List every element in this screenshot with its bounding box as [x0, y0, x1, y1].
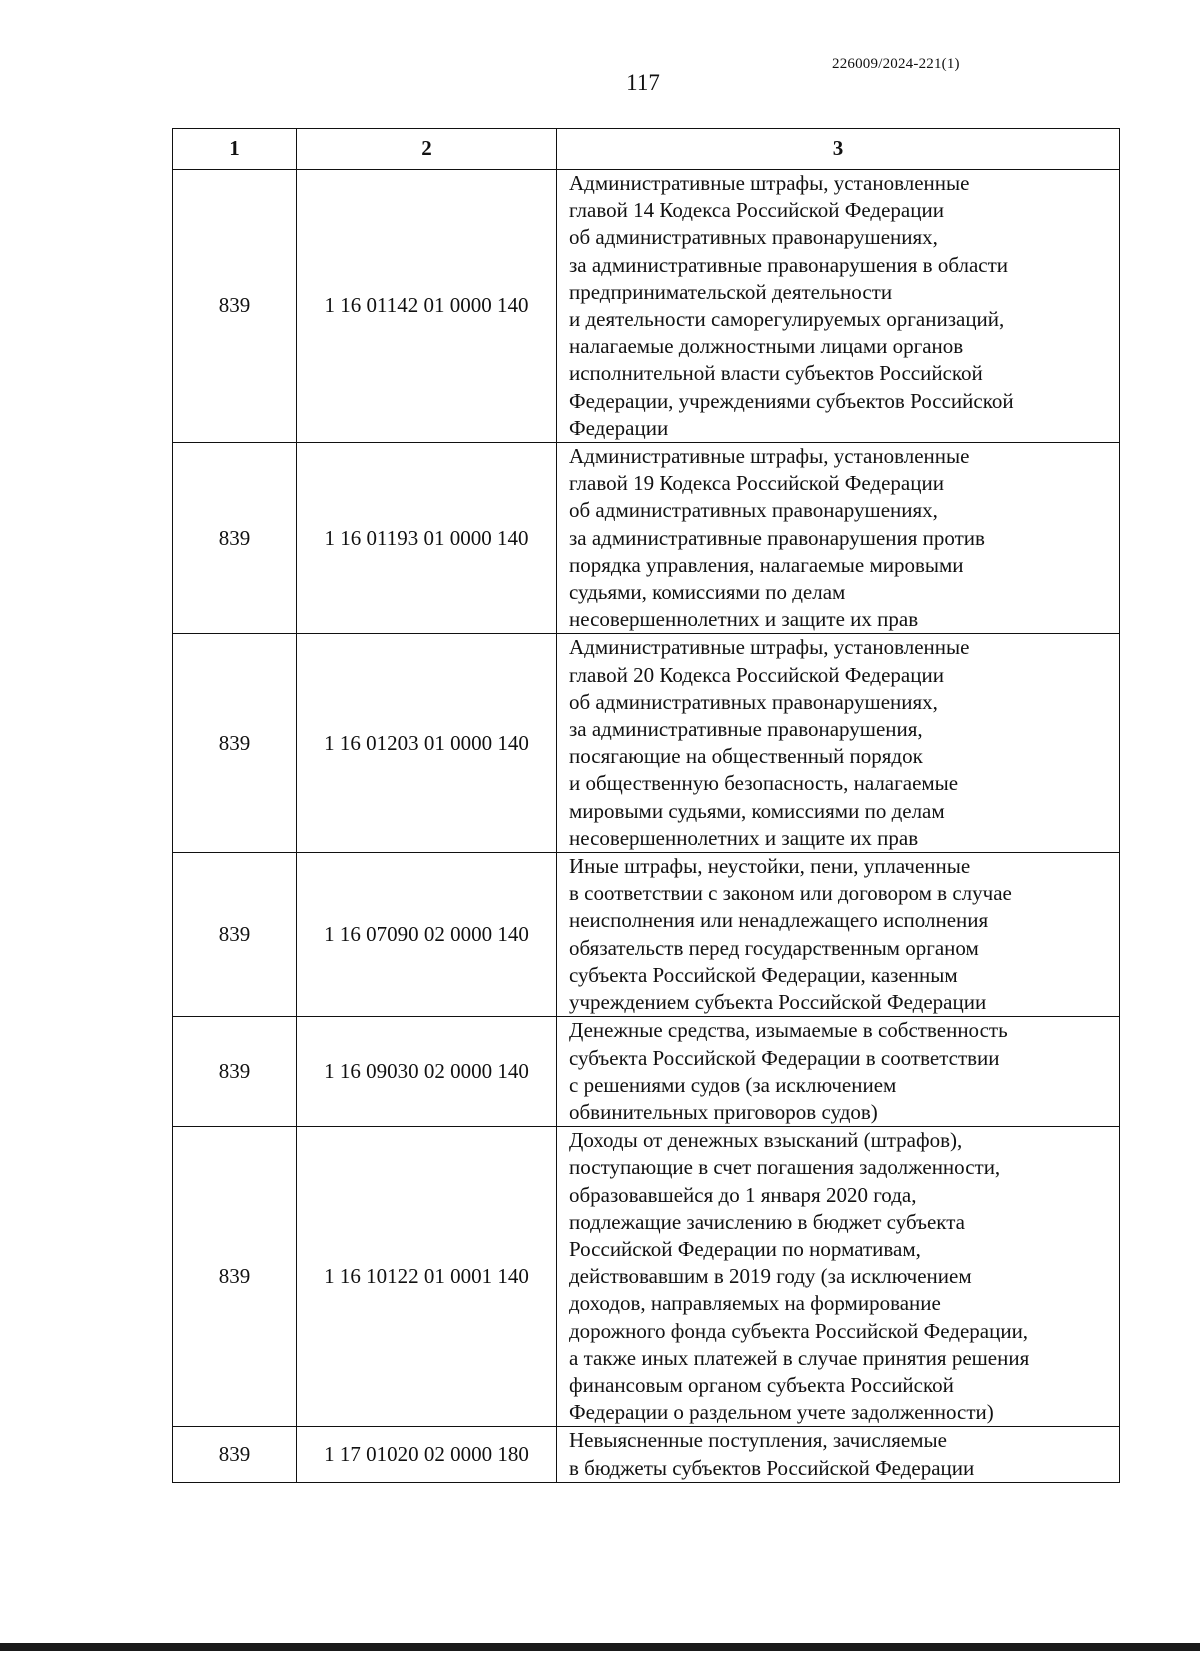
scan-bottom-edge [0, 1643, 1200, 1651]
table-row [173, 1427, 1120, 1482]
description-cell: Административные штрафы, установленные главой 20 Кодекса Российской Федерации об административных правонарушениях, за административные правонарушения, посягающие на общественный порядок и общественную безопасность, налагаемые мировыми судьями, комиссиями по делам несовершеннолетних и защите их прав [557, 634, 1120, 853]
admin-code-cell: 839 [173, 634, 297, 853]
table-row [173, 634, 1120, 853]
description-cell: Административные штрафы, установленные главой 19 Кодекса Российской Федерации об административных правонарушениях, за административные правонарушения против порядка управления, налагаемые мировыми судьями, комиссиями по делам несовершеннолетних и защите их прав [557, 443, 1120, 634]
revenue-code-cell: 1 16 09030 02 0000 140 [297, 1017, 557, 1127]
admin-code-cell: 839 [173, 443, 297, 634]
revenue-code-cell: 1 16 01203 01 0000 140 [297, 634, 557, 853]
revenue-code-cell: 1 16 01142 01 0000 140 [297, 170, 557, 443]
admin-code-cell: 839 [173, 1127, 297, 1427]
admin-code-cell: 839 [173, 1427, 297, 1482]
revenue-codes-table [172, 128, 1120, 1483]
description-cell: Иные штрафы, неустойки, пени, уплаченные в соответствии с законом или договором в случае неисполнения или ненадлежащего исполнения обязательств перед государственным органом субъекта Российской Федерации, казенным учреждением субъекта Российской Федерации [557, 853, 1120, 1017]
revenue-code-cell: 1 17 01020 02 0000 180 [297, 1427, 557, 1482]
revenue-code-cell: 1 16 07090 02 0000 140 [297, 853, 557, 1017]
admin-code-cell: 839 [173, 1017, 297, 1127]
table-row [173, 853, 1120, 1017]
revenue-code-cell: 1 16 10122 01 0001 140 [297, 1127, 557, 1427]
column-header-1: 1 [173, 129, 297, 170]
table-header-row [173, 129, 1120, 170]
table-row [173, 1127, 1120, 1427]
page-number: 117 [626, 70, 660, 95]
revenue-code-cell: 1 16 01193 01 0000 140 [297, 443, 557, 634]
description-cell: Невыясненные поступления, зачисляемые в бюджеты субъектов Российской Федерации [557, 1427, 1120, 1482]
document-number: 226009/2024-221(1) [832, 56, 960, 72]
table-row [173, 443, 1120, 634]
column-header-3: 3 [557, 129, 1120, 170]
table-row [173, 1017, 1120, 1127]
description-cell: Доходы от денежных взысканий (штрафов), поступающие в счет погашения задолженности, образовавшейся до 1 января 2020 года, подлежащие зачислению в бюджет субъекта Российской Федерации по нормативам, действовавшим в 2019 году (за исключением доходов, направляемых на формирование дорожного фонда субъекта Российской Федерации, а также иных платежей в случае принятия решения финансовым органом субъекта Российской Федерации о раздельном учете задолженности) [557, 1127, 1120, 1427]
description-cell: Административные штрафы, установленные главой 14 Кодекса Российской Федерации об административных правонарушениях, за административные правонарушения в области предпринимательской деятельности и деятельности саморегулируемых организаций, налагаемые должностными лицами органов исполнительной власти субъектов Российской Федерации, учреждениями субъектов Российской Федерации [557, 170, 1120, 443]
column-header-2: 2 [297, 129, 557, 170]
admin-code-cell: 839 [173, 853, 297, 1017]
revenue-codes-table-container [172, 128, 1120, 1483]
admin-code-cell: 839 [173, 170, 297, 443]
description-cell: Денежные средства, изымаемые в собственность субъекта Российской Федерации в соответствии с решениями судов (за исключением обвинительных приговоров судов) [557, 1017, 1120, 1127]
table-row [173, 170, 1120, 443]
